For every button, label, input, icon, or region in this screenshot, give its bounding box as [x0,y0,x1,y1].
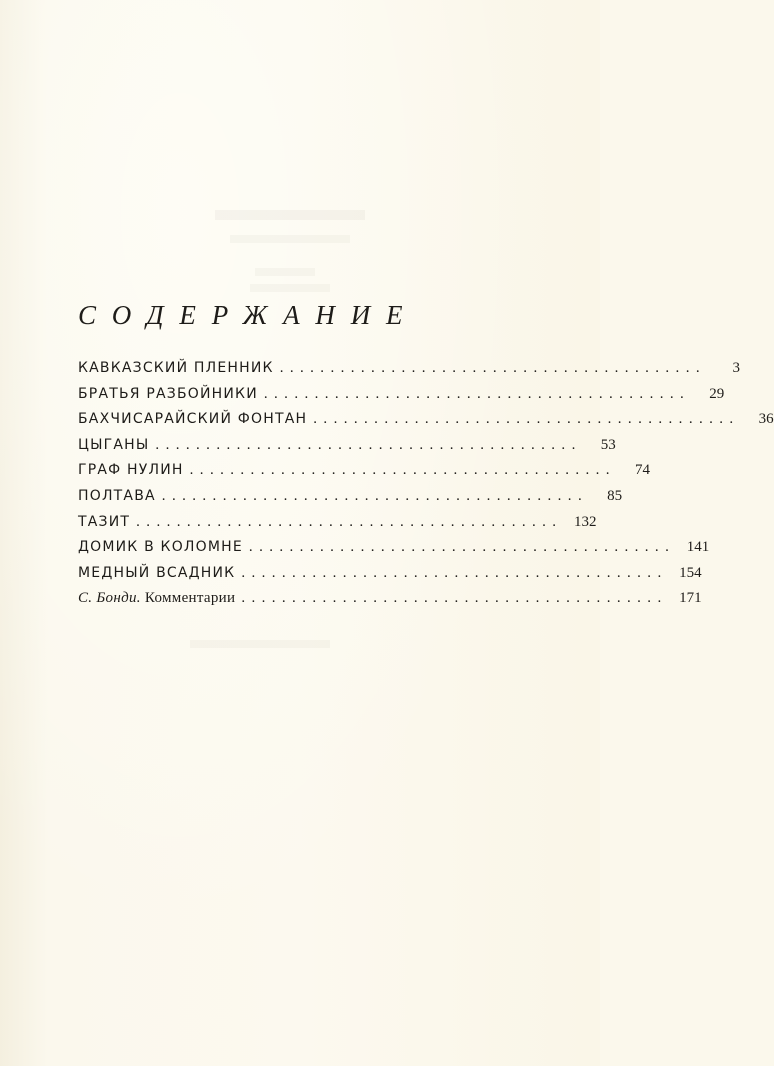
toc-entry [78,564,702,591]
toc-entry-page: 141 [686,539,710,556]
toc-entry-title: ГРАФ НУЛИН [78,462,184,479]
toc-entry-page: 3 [732,360,741,376]
toc-entry [78,360,741,386]
toc-entry [78,436,616,463]
toc-list [78,360,774,616]
toc-entry-page: 85 [607,487,623,504]
toc-entry-page: 74 [634,462,650,479]
toc-entry-title: БАХЧИСАРАЙСКИЙ ФОНТАН [78,411,308,428]
toc-entry-title: КАВКАЗСКИЙ ПЛЕННИК [78,360,274,376]
bleed-through-mark [215,210,365,220]
toc-entry-page: 53 [600,436,616,453]
dot-leader: .......................................... [136,513,563,530]
toc-entry-title: ДОМИК В КОЛОМНЕ [78,539,243,556]
dot-leader: .......................................... [279,360,707,376]
dot-leader: .......................................... [248,539,676,556]
commentary-title: Комментарии [144,590,236,607]
toc-entry-title [78,590,235,607]
bleed-through-mark [255,268,315,276]
dot-leader: .......................................... [241,564,668,581]
toc-entry-page: 29 [709,385,725,402]
toc-entry-commentary [78,590,702,616]
toc-entry-title: ПОЛТАВА [78,487,156,504]
toc-entry-title: ЦЫГАНЫ [78,436,150,453]
toc-heading: СОДЕРЖАНИЕ [78,300,419,330]
toc-entry-title: БРАТЬЯ РАЗБОЙНИКИ [78,385,258,402]
dot-leader: .......................................... [189,462,616,479]
toc-entry-page: 171 [679,590,702,607]
bleed-through-mark [190,640,330,648]
bleed-through-mark [230,235,350,243]
commentary-author: С. Бонди. [78,590,141,607]
bleed-through-mark [250,284,330,292]
toc-entry-page: 132 [573,513,597,530]
dot-leader: .......................................... [155,436,582,453]
dot-leader: .......................................... [241,590,668,607]
dot-leader: .......................................... [263,385,691,402]
toc-entry-page: 36 [758,411,774,428]
toc-entry [78,513,597,540]
dot-leader: .......................................... [161,487,589,504]
dot-leader: .......................................... [313,411,740,428]
toc-entry-page: 154 [679,564,702,581]
toc-entry-title: МЕДНЫЙ ВСАДНИК [78,564,236,581]
toc-entry [78,411,774,437]
toc-entry [78,385,725,412]
toc-entry [78,462,650,488]
toc-entry [78,539,710,565]
toc-entry-title: ТАЗИТ [78,513,131,530]
toc-entry [78,487,623,514]
